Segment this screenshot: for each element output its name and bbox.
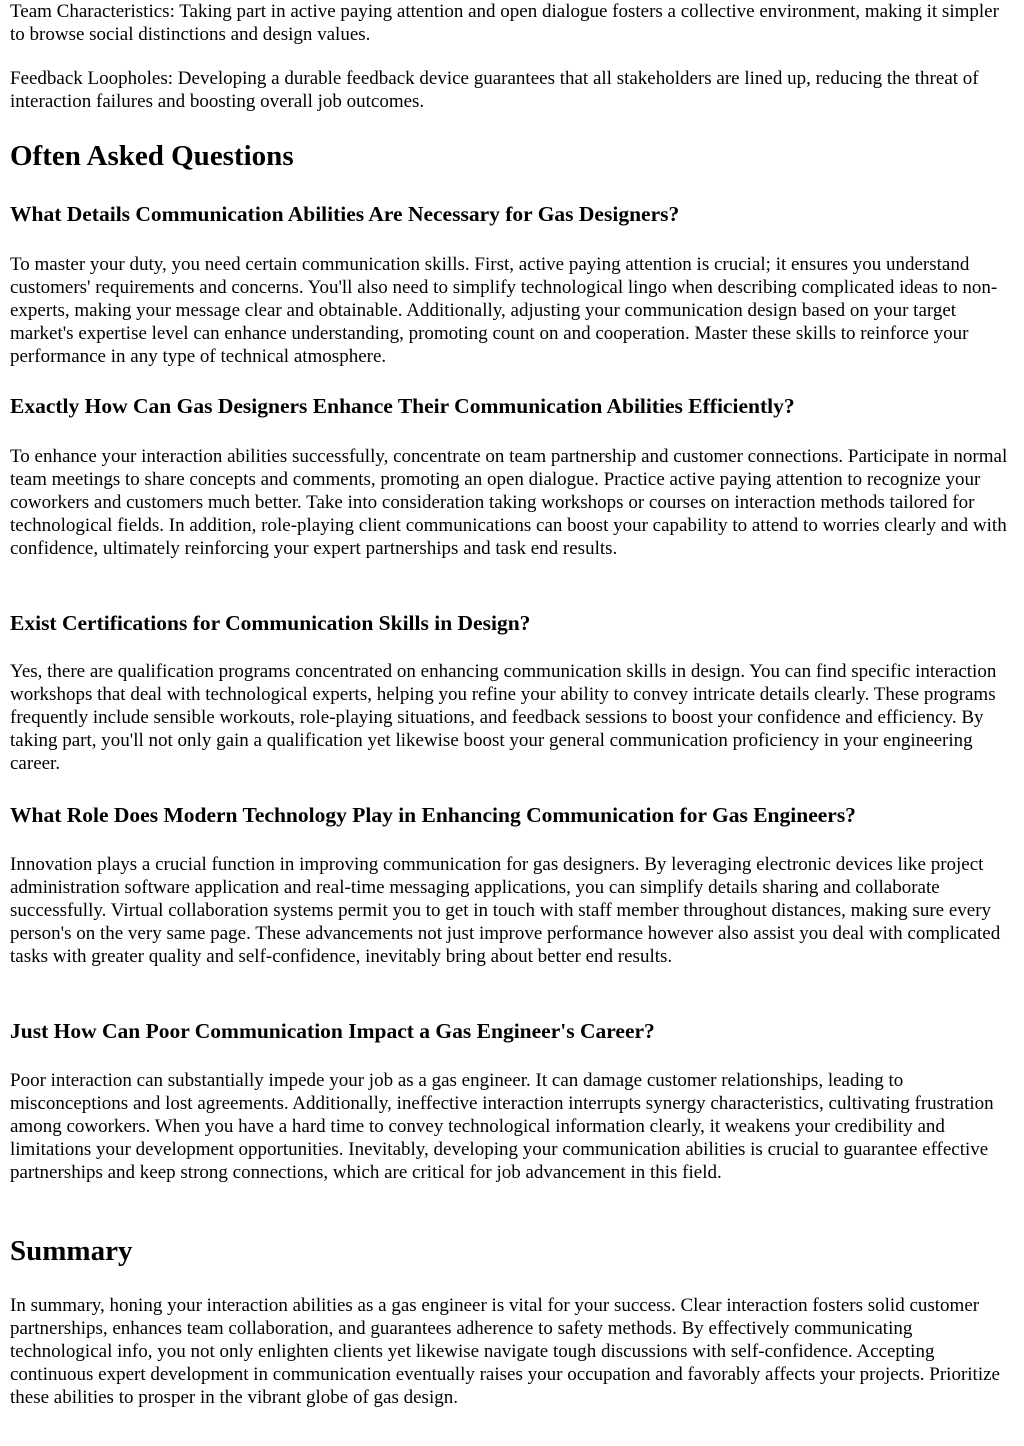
faq-answer-2: To enhance your interaction abilities successfully, concentrate on team partnership and customer connections. Participate in normal team meetings to share concepts and comments, promoting an open dialogue. Practice active paying attention to recognize your coworkers and customers much better. Take into consideration taking workshops or courses on interaction methods tailored for technological fields. In addition, role-playing client communications can boost your capability to attend to worries clearly and with confidence, ultimately reinforcing your expert partnerships and task end results. <box>10 446 1008 559</box>
faq-question-1: What Details Communication Abilities Are Necessary for Gas Designers? <box>10 202 680 226</box>
faq-answer-1: To master your duty, you need certain communication skills. First, active paying attention is crucial; it ensures you understand customers' requirements and concerns. You'll also need to simplify technological lingo when describing complicated ideas to non-experts, making your message clear and obtainable. Additionally, adjusting your communication design based on your target market's expertise level can enhance understanding, promoting count on and cooperation. Master these skills to reinforce your performance in any type of technical atmosphere. <box>10 254 998 367</box>
faq-heading: Often Asked Questions <box>10 140 294 172</box>
intro-paragraph-feedback-loopholes: Feedback Loopholes: Developing a durable feedback device guarantees that all stakeholders are lined up, reducing the threat of interaction failures and boosting overall job outcomes. <box>10 68 979 112</box>
faq-answer-5: Poor interaction can substantially impede your job as a gas engineer. It can damage customer relationships, leading to misconceptions and lost agreements. Additionally, ineffective interaction interrupts synergy characteristics, cultivating frustration among coworkers. When you have a hard time to convey technological information clearly, it weakens your credibility and limitations your development opportunities. Inevitably, developing your communication abilities is crucial to guarantee effective partnerships and keep strong connections, which are critical for job advancement in this field. <box>10 1070 994 1183</box>
faq-question-3: Exist Certifications for Communication Skills in Design? <box>10 611 531 635</box>
faq-question-2: Exactly How Can Gas Designers Enhance Their Communication Abilities Efficiently? <box>10 394 795 418</box>
faq-question-5: Just How Can Poor Communication Impact a Gas Engineer's Career? <box>10 1019 655 1043</box>
faq-answer-4: Innovation plays a crucial function in improving communication for gas designers. By leveraging electronic devices like project administration software application and real-time messaging applications, you can simplify details sharing and collaborate successfully. Virtual collaboration systems permit you to get in touch with staff member throughout distances, making sure every person's on the very same page. These advancements not just improve performance however also assist you deal with complicated tasks with greater quality and self-confidence, inevitably bring about better end results. <box>10 854 1001 967</box>
summary-heading: Summary <box>10 1235 133 1267</box>
faq-answer-3: Yes, there are qualification programs concentrated on enhancing communication skills in design. You can find specific interaction workshops that deal with technological experts, helping you refine your ability to convey intricate details clearly. These programs frequently include sensible workouts, role-playing situations, and feedback sessions to boost your confidence and efficiency. By taking part, you'll not only gain a qualification yet likewise boost your general communication proficiency in your engineering career. <box>10 661 997 774</box>
summary-paragraph: In summary, honing your interaction abilities as a gas engineer is vital for your success. Clear interaction fosters solid customer partnerships, enhances team collaboration, and guarantees adherence to safety methods. By effectively communicating technological info, you not only enlighten clients yet likewise navigate tough discussions with self-confidence. Accepting continuous expert development in communication eventually raises your occupation and favorably affects your projects. Prioritize these abilities to prosper in the vibrant globe of gas design. <box>10 1295 1000 1408</box>
intro-paragraph-team-characteristics: Team Characteristics: Taking part in active paying attention and open dialogue fosters a collective environment, making it simpler to browse social distinctions and design values. <box>10 1 999 45</box>
faq-question-4: What Role Does Modern Technology Play in Enhancing Communication for Gas Engineers? <box>10 803 856 827</box>
